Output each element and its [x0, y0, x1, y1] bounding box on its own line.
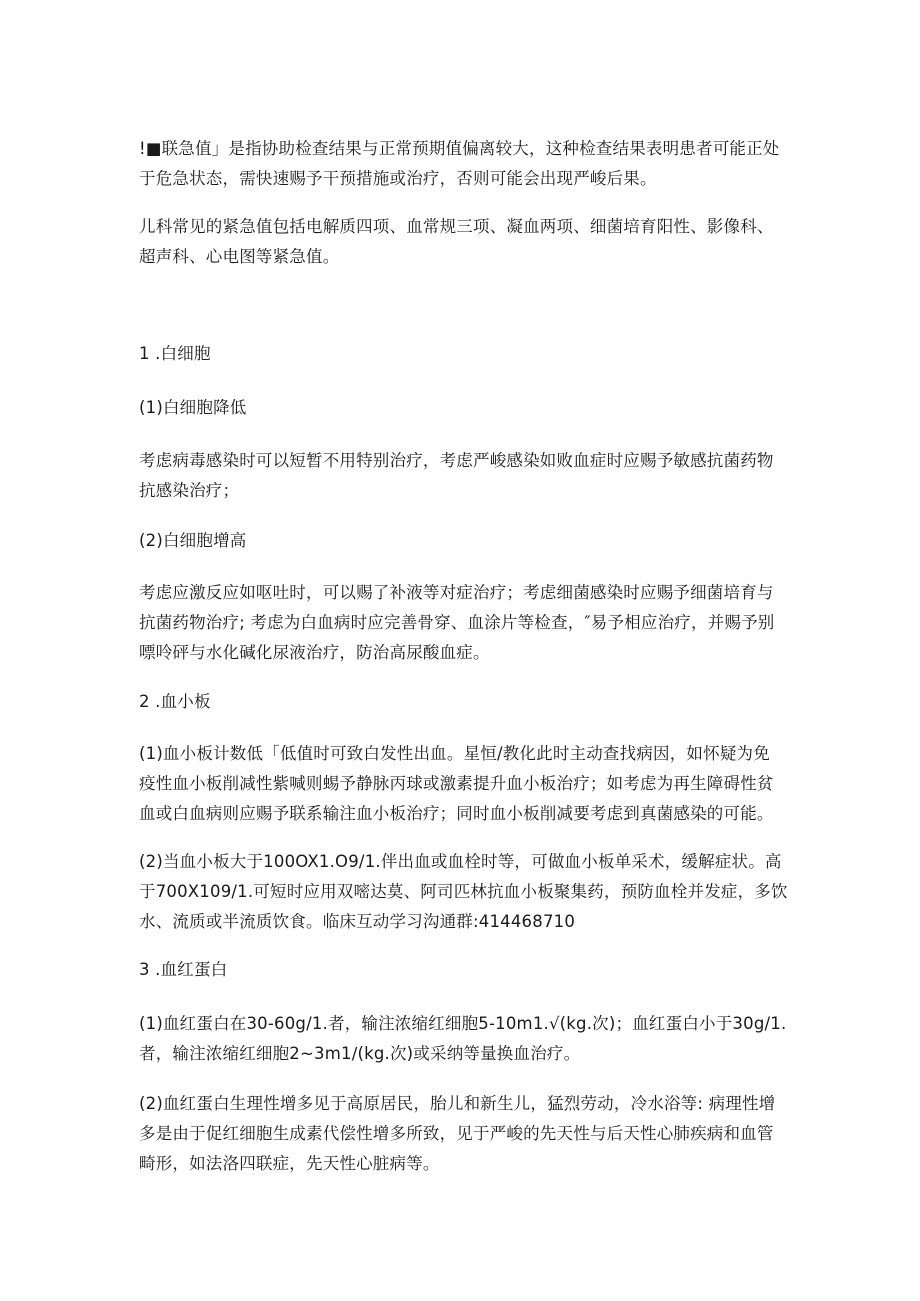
subheading-wbc-decrease: (1)白细胞降低	[139, 398, 247, 417]
paragraph-hemoglobin-high: (2)血红蛋白生理性增多见于高原居民，胎儿和新生儿，猛烈劳动，冷水浴等: 病理性增 多是由于促红细胞生成素代偿性增多所致，见于严峻的先天性与后天性心肺疾病和血管 畸形，如法洛四联症，先天性心脏病等。	[139, 1094, 776, 1173]
paragraph-platelets-low: (1)血小板计数低「低值时可致白发性出血。星恒/教化此时主动查找病因，如怀疑为免 疫性血小板削减性紫喊则蜴予静脉丙球或激素提升血小板治疗；如考虑为再生障碍性贫 血或白血病则应赐予联系输注血小板治疗；同时血小板削减要考虑到真菌感染的可能。	[139, 744, 774, 823]
paragraph-wbc-decrease: 考虑病毒感染时可以短暂不用特别治疗，考虑严峻感染如败血症时应赐予敏感抗菌药物 抗感染治疗；	[139, 451, 774, 500]
section-heading-platelets: 2 .血小板	[139, 692, 211, 711]
paragraph-hemoglobin-low: (1)血红蛋白在30-60g/1.者，输注浓缩红细胞5-10m1.√(kg.次)；血红蛋白小于30g/1. 者，输注浓缩红细胞2~3m1∕(kg.次)或采纳等量换血治疗。	[139, 1014, 787, 1063]
section-heading-white-blood-cells: 1 .白细胞	[139, 344, 211, 363]
section-heading-hemoglobin: 3 .血红蛋白	[139, 960, 228, 979]
critical-values-list-paragraph: 儿科常见的紧急值包括电解质四项、血常规三项、凝血两项、细菌培育阳性、影像科、 超声科、心电图等紧急值。	[139, 217, 774, 266]
subheading-wbc-increase: (2)白细胞增高	[139, 531, 247, 550]
paragraph-platelets-high: (2)当血小板大于100OX1.O9/1.伴出血或血栓时等，可做血小板单采术，缓解症状。高 于700X109/1.可短时应用双嘧达莫、阿司匹林抗血小板聚集药，预防血栓并发症，多饮 水、流质或半流质饮食。临床互动学习沟通群:414468710	[139, 852, 788, 931]
paragraph-wbc-increase: 考虑应激反应如呕吐时，可以赐了补液等对症治疗；考虑细菌感染时应赐予细菌培育与 抗菌药物治疗; 考虑为白血病时应完善骨穿、血涂片等检查，″易予相应治疗，并赐予别 嘌呤砰与水化碱化尿液治疗，防治高尿酸血症。	[139, 583, 775, 662]
intro-paragraph: !■联急值」是指协助检查结果与正常预期值偏离较大，这种检查结果表明患者可能正处 于危急状态，需快速赐予干预措施或治疗，否则可能会出现严峻后果。	[139, 139, 780, 188]
